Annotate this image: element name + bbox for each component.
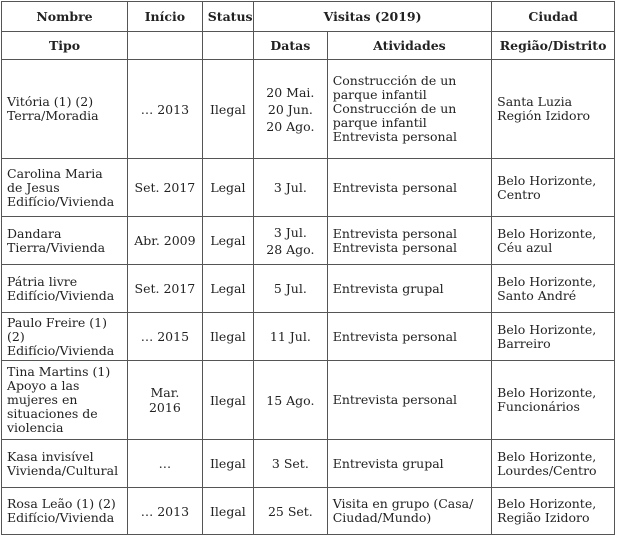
cell-inicio — [128, 217, 203, 265]
table-row — [2, 60, 615, 159]
cell-nombre-tipo — [2, 313, 128, 361]
row-tipo: Apoyo a las mujeres en situaciones de violencia — [7, 378, 98, 435]
cell-datas — [254, 159, 328, 217]
cell-inicio — [128, 313, 203, 361]
row-nombre: Dandara — [7, 225, 62, 241]
row-inicio: … 2015 — [140, 329, 190, 344]
row-data: 20 Jun. — [267, 101, 313, 117]
header-empty-inicio — [128, 32, 203, 60]
row-ciudad: Belo Horizonte, — [497, 496, 597, 511]
row-nombre: Kasa invisível — [7, 448, 94, 464]
cell-status — [202, 361, 253, 440]
row-nombre: Paulo Freire (1) (2) — [7, 314, 107, 344]
cell-datas — [254, 488, 328, 535]
row-status: Ilegal — [209, 329, 246, 344]
header-atividades: Atividades — [327, 32, 491, 60]
cell-inicio — [128, 440, 203, 488]
cell-status — [202, 159, 253, 217]
cell-atividades — [327, 60, 491, 159]
header-empty-status — [202, 32, 253, 60]
row-data: 28 Ago. — [266, 241, 315, 257]
cell-nombre-tipo — [2, 217, 128, 265]
row-regiao: Centro — [497, 186, 541, 202]
row-data: 15 Ago. — [266, 392, 315, 408]
table-row — [2, 159, 615, 217]
row-inicio: … — [158, 456, 172, 471]
row-ciudad: Belo Horizonte, — [497, 225, 597, 241]
cell-status — [202, 313, 253, 361]
row-nombre: Carolina Maria de Jesus — [7, 165, 103, 195]
table-body — [2, 60, 615, 535]
row-regiao: Región Izidoro — [497, 108, 591, 123]
row-data: 3 Jul. — [273, 224, 307, 240]
row-status: Ilegal — [209, 101, 246, 117]
cell-ciudad-regiao — [492, 265, 615, 313]
row-nombre: Rosa Leão (1) (2) — [7, 496, 116, 511]
row-data: 25 Set. — [267, 503, 313, 519]
row-status: Ilegal — [209, 392, 246, 408]
row-status: Legal — [210, 233, 246, 248]
cell-ciudad-regiao — [492, 361, 615, 440]
row-atividade: Entrevista grupal — [332, 455, 444, 471]
cell-atividades — [327, 440, 491, 488]
cell-nombre-tipo — [2, 60, 128, 159]
row-regiao: Funcionários — [497, 399, 580, 414]
table-row — [2, 217, 615, 265]
cell-ciudad-regiao — [492, 440, 615, 488]
row-ciudad: Belo Horizonte, — [497, 385, 597, 400]
header-inicio: Início — [128, 2, 203, 32]
row-status: Ilegal — [209, 503, 246, 519]
cell-atividades — [327, 313, 491, 361]
row-nombre: Tina Martins (1) — [7, 364, 111, 379]
row-atividade: Entrevista grupal — [332, 280, 444, 296]
row-tipo: Edifício/Vivienda — [7, 342, 115, 358]
cell-atividades — [327, 217, 491, 265]
header-row-secondary — [2, 32, 615, 60]
row-data: 20 Mai. — [266, 84, 315, 100]
row-atividade: Visita en grupo (Casa/ Ciudad/Mundo) — [332, 496, 474, 525]
cell-datas — [254, 60, 328, 159]
header-tipo: Tipo — [2, 32, 128, 60]
cell-inicio — [128, 488, 203, 535]
row-atividade: Construcción de un parque infantil — [332, 73, 457, 102]
visits-table — [1, 1, 615, 535]
cell-status — [202, 265, 253, 313]
cell-atividades — [327, 361, 491, 440]
row-atividade: Entrevista personal — [332, 179, 458, 195]
row-data: 20 Ago. — [266, 118, 315, 134]
row-tipo: Vivienda/Cultural — [7, 462, 119, 478]
cell-status — [202, 217, 253, 265]
row-inicio: Set. 2017 — [134, 180, 196, 195]
row-inicio: Set. 2017 — [134, 281, 196, 296]
row-regiao: Santo André — [497, 287, 577, 303]
cell-status — [202, 60, 253, 159]
row-nombre: Vitória (1) (2) — [7, 94, 94, 109]
row-tipo: Edifício/Vivienda — [7, 193, 115, 209]
cell-atividades — [327, 159, 491, 217]
row-ciudad: Belo Horizonte, — [497, 273, 597, 289]
row-atividade: Entrevista personal — [332, 129, 458, 144]
cell-status — [202, 488, 253, 535]
row-status: Legal — [210, 281, 246, 296]
cell-atividades — [327, 488, 491, 535]
cell-ciudad-regiao — [492, 159, 615, 217]
cell-ciudad-regiao — [492, 313, 615, 361]
row-inicio: Abr. 2009 — [134, 233, 196, 248]
cell-datas — [254, 313, 328, 361]
row-status: Ilegal — [209, 456, 246, 471]
table-row — [2, 313, 615, 361]
row-status: Legal — [210, 180, 246, 195]
row-tipo: Terra/Moradia — [7, 108, 99, 123]
row-atividade: Construcción de un parque infantil — [332, 101, 457, 130]
row-ciudad: Belo Horizonte, — [497, 448, 597, 464]
row-tipo: Edifício/Vivienda — [7, 287, 115, 303]
cell-datas — [254, 265, 328, 313]
row-inicio: … 2013 — [140, 101, 190, 117]
row-regiao: Céu azul — [497, 239, 553, 255]
header-status: Status — [202, 2, 253, 32]
cell-ciudad-regiao — [492, 488, 615, 535]
header-row-primary — [2, 2, 615, 32]
table-row — [2, 488, 615, 535]
cell-inicio — [128, 361, 203, 440]
cell-datas — [254, 440, 328, 488]
cell-nombre-tipo — [2, 361, 128, 440]
header-regiao: Região/Distrito — [492, 32, 615, 60]
cell-inicio — [128, 60, 203, 159]
header-datas: Datas — [254, 32, 328, 60]
cell-nombre-tipo — [2, 159, 128, 217]
row-atividade: Entrevista personal — [332, 225, 458, 241]
cell-inicio — [128, 265, 203, 313]
row-regiao: Lourdes/Centro — [497, 462, 597, 478]
cell-datas — [254, 361, 328, 440]
cell-status — [202, 440, 253, 488]
row-atividade: Entrevista personal — [332, 328, 458, 344]
header-ciudad: Ciudad — [492, 2, 615, 32]
row-inicio: … 2013 — [140, 503, 190, 519]
row-data: 5 Jul. — [273, 281, 307, 296]
row-tipo: Edifício/Vivienda — [7, 510, 115, 525]
cell-nombre-tipo — [2, 265, 128, 313]
cell-nombre-tipo — [2, 488, 128, 535]
row-ciudad: Belo Horizonte, — [497, 321, 597, 337]
cell-datas — [254, 217, 328, 265]
header-visitas: Visitas (2019) — [254, 2, 492, 32]
cell-ciudad-regiao — [492, 60, 615, 159]
cell-ciudad-regiao — [492, 217, 615, 265]
row-data: 11 Jul. — [269, 329, 311, 344]
table-row — [2, 440, 615, 488]
table-row — [2, 361, 615, 440]
row-nombre: Pátria livre — [7, 273, 78, 289]
row-regiao: Barreiro — [497, 335, 551, 351]
row-data: 3 Set. — [271, 456, 309, 471]
row-regiao: Região Izidoro — [497, 510, 590, 525]
row-atividade: Entrevista personal — [332, 239, 458, 255]
row-atividade: Entrevista personal — [332, 392, 458, 407]
cell-atividades — [327, 265, 491, 313]
cell-inicio — [128, 159, 203, 217]
cell-nombre-tipo — [2, 440, 128, 488]
row-ciudad: Santa Luzia — [497, 94, 573, 109]
row-tipo: Tierra/Vivienda — [7, 239, 106, 255]
table-row — [2, 265, 615, 313]
row-data: 3 Jul. — [273, 180, 307, 195]
row-inicio: Mar. 2016 — [148, 385, 181, 415]
header-nombre: Nombre — [2, 2, 128, 32]
row-ciudad: Belo Horizonte, — [497, 172, 597, 188]
